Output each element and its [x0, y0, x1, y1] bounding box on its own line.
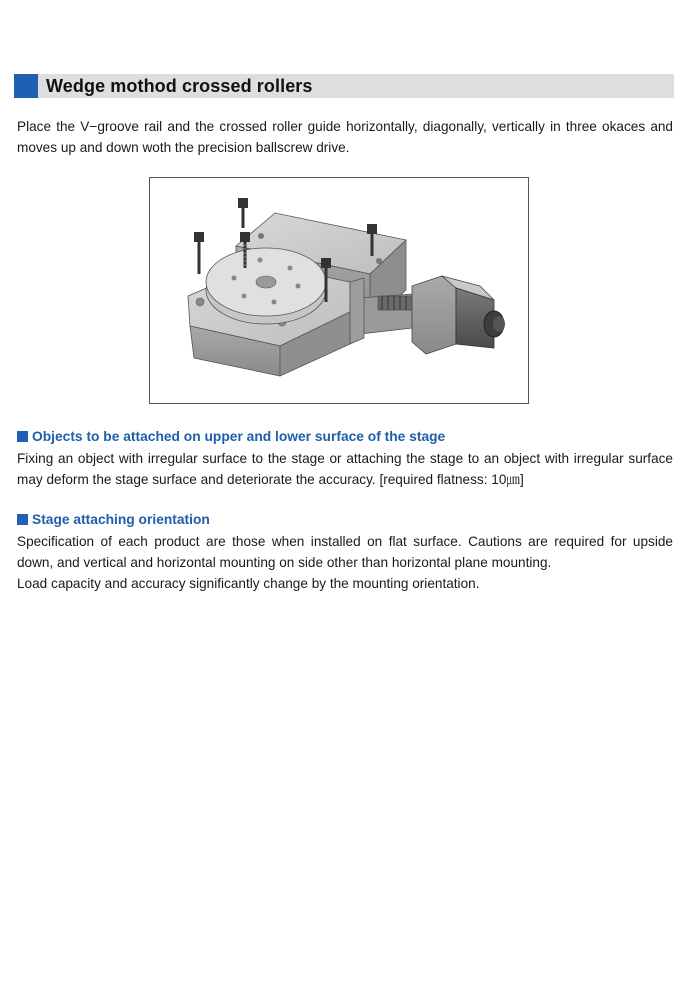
objects-line-1: Fixing an object with irregular surface to the stage or attaching the stage to an object with irregular surface: [17, 451, 673, 466]
square-bullet-icon: [17, 431, 28, 442]
orientation-line-1: Specification of each product are those when installed on flat surface. Cautions are required for upside: [17, 534, 673, 549]
section-title-bar: [14, 74, 674, 98]
objects-paragraph: [17, 448, 673, 490]
square-bullet-icon: [17, 514, 28, 525]
section-heading-orientation: [17, 511, 210, 529]
intro-line-2: moves up and down woth the precision ballscrew drive.: [17, 140, 350, 155]
orientation-line-2: down, and vertical and horizontal mounting on side other than horizontal plane mounting.: [17, 555, 552, 570]
title-accent-block: [14, 74, 38, 98]
section-heading-objects: [17, 428, 445, 446]
screw-5: [194, 232, 204, 274]
rotary-table: [206, 248, 326, 324]
stage-drawing: [150, 178, 528, 403]
intro-paragraph: [17, 116, 673, 158]
page-title: Wedge mothod crossed rollers: [46, 76, 313, 96]
screw-2: [238, 198, 248, 228]
section-heading-orientation-text: Stage attaching orientation: [32, 512, 210, 527]
objects-line-2: may deform the stage surface and deteriorate the accuracy. [required flatness: 10㎛]: [17, 472, 524, 487]
stage-illustration: [149, 177, 529, 404]
intro-line-1: Place the V−groove rail and the crossed roller guide horizontally, diagonally, vertically in three okaces and: [17, 119, 673, 134]
orientation-paragraph: [17, 531, 673, 594]
section-heading-objects-text: Objects to be attached on upper and lower surface of the stage: [32, 429, 446, 444]
orientation-line-3: Load capacity and accuracy significantly change by the mounting orientation.: [17, 576, 480, 591]
